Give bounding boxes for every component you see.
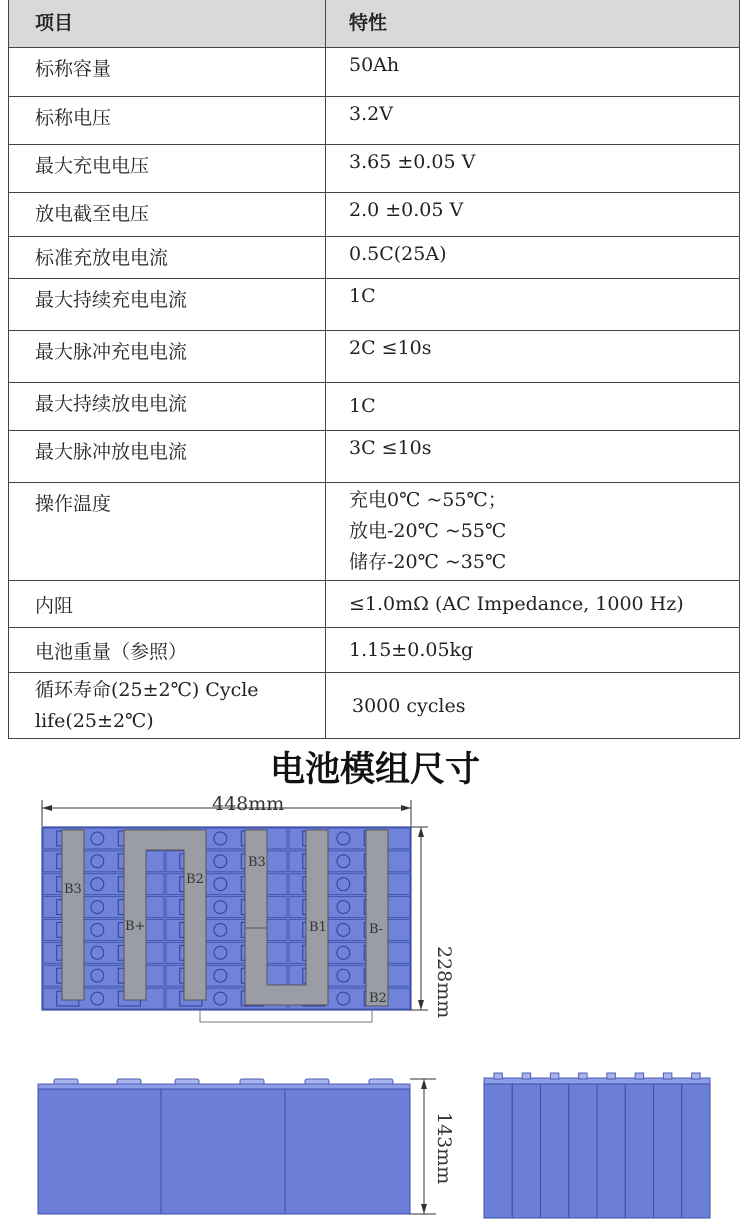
row-item: 标准充放电电流 — [9, 237, 326, 279]
end-terminal — [635, 1073, 643, 1079]
busbar-label: B3 — [248, 855, 266, 870]
cycle-life-value: 3000 cycles — [326, 673, 740, 739]
end-terminal — [692, 1073, 700, 1079]
row-item: 标称容量 — [9, 48, 326, 97]
end-terminal — [607, 1073, 615, 1079]
row-item: 最大充电电压 — [9, 145, 326, 193]
end-top-plate — [484, 1078, 710, 1084]
arrow-top — [421, 1079, 427, 1089]
row-value: 2C ≤10s — [326, 331, 740, 383]
height-label: 143mm — [433, 1112, 455, 1185]
busbar-label: B+ — [125, 919, 146, 934]
arrow-right — [401, 805, 411, 811]
row-value: 0.5C(25A) — [326, 237, 740, 279]
row-item: 放电截至电压 — [9, 193, 326, 237]
cycle-life-line2: life(25±2℃) — [35, 709, 154, 732]
busbar-label: B2 — [186, 872, 204, 887]
cycle-life-line1: 循环寿命(25±2℃) Cycle — [35, 678, 259, 701]
row-value: 1C — [326, 279, 740, 331]
row-value: 3.65 ±0.05 V — [326, 145, 740, 193]
arrow-top — [418, 827, 424, 837]
end-cell — [625, 1084, 653, 1218]
end-cell — [682, 1084, 710, 1218]
end-cell — [484, 1084, 512, 1218]
front-cell-block — [285, 1089, 410, 1214]
row-value: 2.0 ±0.05 V — [326, 193, 740, 237]
row-item: 电池重量（参照） — [9, 628, 326, 673]
row-value: 3.2V — [326, 97, 740, 145]
busbar-label: B1 — [309, 920, 327, 935]
end-cell — [541, 1084, 569, 1218]
temp-discharge: 放电-20℃ ~55℃ — [349, 520, 507, 542]
busbar-label: B- — [369, 922, 384, 937]
front-view — [38, 1079, 455, 1214]
row-item: 内阻 — [9, 581, 326, 628]
end-cell — [512, 1084, 540, 1218]
arrow-bottom — [421, 1204, 427, 1214]
header-item: 项目 — [9, 0, 326, 48]
end-cell — [654, 1084, 682, 1218]
busbar-label: B2 — [369, 991, 387, 1006]
end-terminal — [663, 1073, 671, 1079]
end-view — [484, 1073, 710, 1218]
busbar-label: B3 — [64, 882, 82, 897]
bottom-bracket — [200, 1010, 372, 1022]
row-value: 1.15±0.05kg — [326, 628, 740, 673]
row-item: 操作温度 — [9, 483, 326, 581]
row-item: 标称电压 — [9, 97, 326, 145]
header-property: 特性 — [326, 0, 740, 48]
arrow-bottom — [418, 1000, 424, 1010]
top-view — [42, 793, 455, 1022]
end-terminal — [550, 1073, 558, 1079]
row-item: 最大持续充电电流 — [9, 279, 326, 331]
end-terminal — [494, 1073, 502, 1079]
busbar — [366, 830, 388, 1006]
end-cell — [597, 1084, 625, 1218]
end-terminal — [522, 1073, 530, 1079]
front-cell-block — [38, 1089, 161, 1214]
row-item: 最大持续放电电流 — [9, 383, 326, 431]
temp-storage: 储存-20℃ ~35℃ — [349, 551, 507, 573]
end-terminal — [579, 1073, 587, 1079]
section-title: 电池模组尺寸 — [269, 750, 480, 790]
busbar — [62, 830, 84, 1000]
row-value: 1C — [326, 383, 740, 431]
row-value: 50Ah — [326, 48, 740, 97]
row-item: 最大脉冲充电电流 — [9, 331, 326, 383]
row-item: 最大脉冲放电电流 — [9, 431, 326, 483]
depth-label: 228mm — [433, 946, 455, 1019]
arrow-left — [42, 805, 52, 811]
end-cell — [569, 1084, 597, 1218]
row-value: 3C ≤10s — [326, 431, 740, 483]
temp-charge: 充电0℃ ~55℃； — [349, 489, 507, 511]
row-value: ≤1.0mΩ (AC Impedance, 1000 Hz) — [326, 581, 740, 628]
width-label: 448mm — [212, 793, 285, 815]
front-cell-block — [161, 1089, 285, 1214]
